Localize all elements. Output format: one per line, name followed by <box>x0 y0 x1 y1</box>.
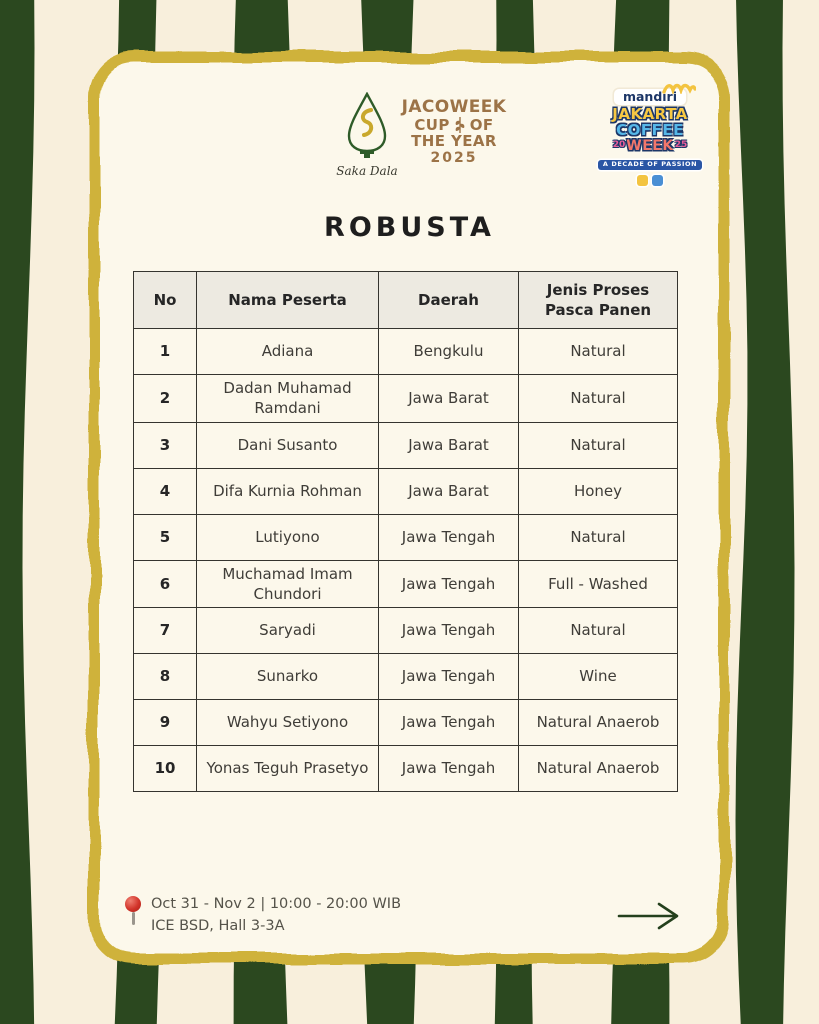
cell-daerah: Jawa Tengah <box>379 746 519 792</box>
column-header-daerah: Daerah <box>379 272 519 329</box>
cell-nama: Yonas Teguh Prasetyo <box>197 746 379 792</box>
pin-stem <box>132 912 135 925</box>
cell-nama: Lutiyono <box>197 514 379 560</box>
page-title: ROBUSTA <box>324 212 495 243</box>
cell-daerah: Jawa Tengah <box>379 700 519 746</box>
cell-daerah: Jawa Tengah <box>379 608 519 654</box>
squiggle-icon <box>662 82 696 94</box>
column-header-no: No <box>134 272 197 329</box>
jcw-year-prefix: 20 <box>612 140 626 151</box>
pin-head <box>125 896 141 912</box>
jcw-jakarta: JAKARTA <box>612 105 688 124</box>
location-pin-icon <box>125 896 141 930</box>
jacoweek-line1: JACOWEEK <box>401 97 507 117</box>
cell-proses: Natural <box>519 608 678 654</box>
jacoweek-line3: THE YEAR <box>411 132 497 151</box>
cell-no: 10 <box>134 746 197 792</box>
jacoweek-cup-logo <box>396 99 512 165</box>
cell-no: 4 <box>134 468 197 514</box>
table-header-row <box>134 272 678 329</box>
cell-nama: Wahyu Setiyono <box>197 700 379 746</box>
cell-nama: Adiana <box>197 329 379 375</box>
cell-daerah: Jawa Barat <box>379 375 519 423</box>
cell-nama: Saryadi <box>197 608 379 654</box>
participants-table <box>133 271 678 792</box>
jcw-tagline-banner: A DECADE OF PASSION <box>598 160 702 170</box>
cell-daerah: Jawa Barat <box>379 422 519 468</box>
event-schedule: Oct 31 - Nov 2 | 10:00 - 20:00 WIB <box>151 896 402 912</box>
event-info <box>151 893 401 938</box>
cell-daerah: Bengkulu <box>379 329 519 375</box>
cell-proses: Honey <box>519 468 678 514</box>
table-row <box>134 560 678 608</box>
cell-nama: Dadan Muhamad Ramdani <box>197 375 379 423</box>
column-header-nama-peserta: Nama Peserta <box>197 272 379 329</box>
cell-no: 1 <box>134 329 197 375</box>
gunungan-icon <box>344 92 390 158</box>
column-header-jenis-proses: Jenis Proses Pasca Panen <box>519 272 678 329</box>
cell-proses: Natural Anaerob <box>519 700 678 746</box>
table-row <box>134 654 678 700</box>
table-row <box>134 608 678 654</box>
cell-no: 9 <box>134 700 197 746</box>
kopra-app-icon <box>652 175 663 186</box>
livin-app-icon <box>637 175 648 186</box>
jcw-coffee: COFFEE <box>616 120 684 139</box>
table-row <box>134 700 678 746</box>
mandiri-jcw-logo <box>594 88 706 186</box>
cell-nama: Dani Susanto <box>197 422 379 468</box>
table-row <box>134 422 678 468</box>
mandiri-wordmark: mandiri <box>614 89 686 105</box>
cell-proses: Natural <box>519 375 678 423</box>
cell-proses: Wine <box>519 654 678 700</box>
cell-proses: Natural <box>519 514 678 560</box>
cell-proses: Natural Anaerob <box>519 746 678 792</box>
cell-nama: Difa Kurnia Rohman <box>197 468 379 514</box>
cell-nama: Muchamad Imam Chundori <box>197 560 379 608</box>
cell-daerah: Jawa Tengah <box>379 654 519 700</box>
cell-proses: Natural <box>519 422 678 468</box>
jcw-year-suffix: 25 <box>674 140 688 151</box>
cell-daerah: Jawa Tengah <box>379 560 519 608</box>
table-row <box>134 329 678 375</box>
cell-proses: Full - Washed <box>519 560 678 608</box>
jacoweek-year: 2025 <box>430 149 478 166</box>
cell-no: 5 <box>134 514 197 560</box>
cell-proses: Natural <box>519 329 678 375</box>
arrow-right-icon[interactable] <box>617 901 681 931</box>
cell-nama: Sunarko <box>197 654 379 700</box>
jcw-week: WEEK <box>626 137 674 154</box>
cell-no: 8 <box>134 654 197 700</box>
cell-no: 2 <box>134 375 197 423</box>
event-venue: ICE BSD, Hall 3-3A <box>151 918 285 935</box>
cell-no: 6 <box>134 560 197 608</box>
table-row <box>134 375 678 423</box>
saka-dala-caption: Saka Dala <box>336 164 398 178</box>
table-row <box>134 746 678 792</box>
jacoweek-of: OF <box>469 115 494 134</box>
cell-no: 7 <box>134 608 197 654</box>
table-row <box>134 514 678 560</box>
jacoweek-cup: CUP <box>414 115 450 134</box>
cell-daerah: Jawa Barat <box>379 468 519 514</box>
cell-no: 3 <box>134 422 197 468</box>
cell-daerah: Jawa Tengah <box>379 514 519 560</box>
table-row <box>134 468 678 514</box>
